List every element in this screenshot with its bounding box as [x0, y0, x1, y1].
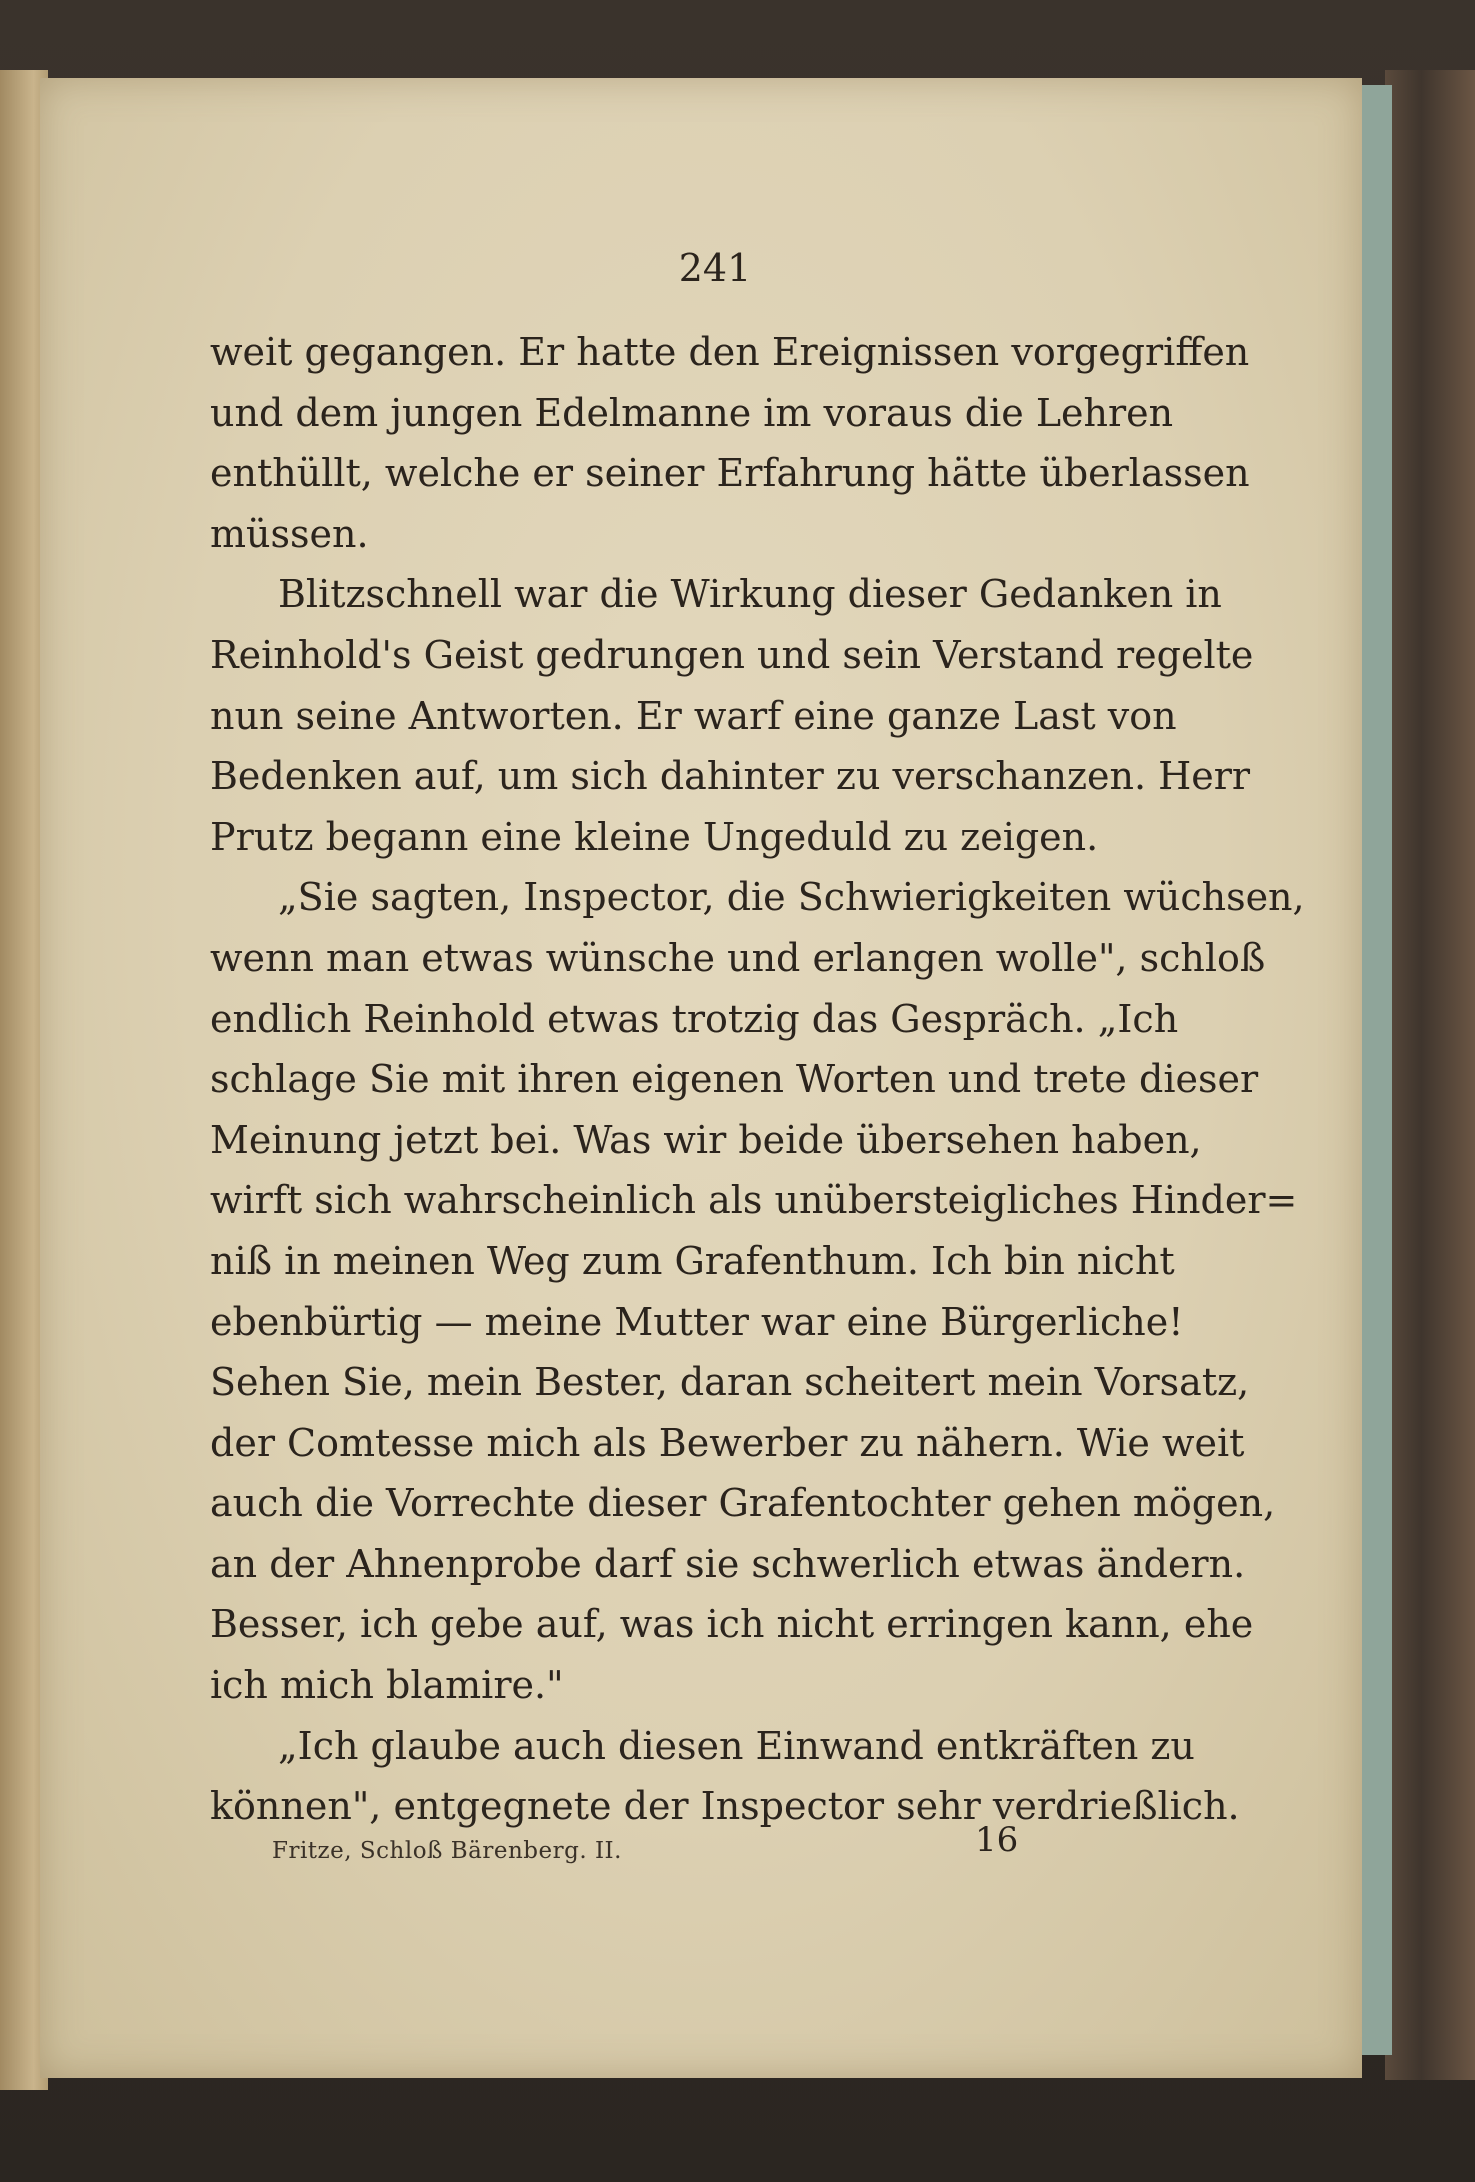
text-line: wirft sich wahrscheinlich als unübersteigliches Hinder= — [210, 1178, 1298, 1223]
text-line: ebenbürtig — meine Mutter war eine Bürgerliche! — [210, 1299, 1184, 1344]
text-line: nun seine Antworten. Er warf eine ganze Last von — [210, 693, 1177, 738]
body-text — [210, 322, 1305, 1837]
sheet-number: 16 — [975, 1820, 1019, 1860]
text-line: „Sie sagten, Inspector, die Schwierigkeiten wüchsen, — [278, 875, 1305, 920]
text-line: Reinhold's Geist gedrungen und sein Verstand regelte — [210, 632, 1254, 677]
text-line: wenn man etwas wünsche und erlangen wolle", schloß — [210, 935, 1266, 980]
page-stack-edge — [1362, 85, 1392, 2055]
book-cover-edge — [1385, 70, 1475, 2080]
text-line: auch die Vorrechte dieser Grafentochter gehen mögen, — [210, 1481, 1276, 1526]
text-line: enthüllt, welche er seiner Erfahrung hätte überlassen — [210, 451, 1250, 496]
text-line: Sehen Sie, mein Bester, daran scheitert mein Vorsatz, — [210, 1360, 1250, 1405]
text-line: Blitzschnell war die Wirkung dieser Gedanken in — [278, 572, 1222, 617]
text-line: Bedenken auf, um sich dahinter zu verschanzen. Herr — [210, 754, 1251, 799]
text-line: niß in meinen Weg zum Grafenthum. Ich bin nicht — [210, 1238, 1175, 1283]
text-line: der Comtesse mich als Bewerber zu nähern. Wie weit — [210, 1420, 1245, 1465]
text-line: Meinung jetzt bei. Was wir beide übersehen haben, — [210, 1117, 1202, 1162]
text-line: endlich Reinhold etwas trotzig das Gespräch. „Ich — [210, 996, 1179, 1041]
text-line: und dem jungen Edelmanne im voraus die Lehren — [210, 390, 1174, 435]
text-line: „Ich glaube auch diesen Einwand entkräften zu — [278, 1723, 1195, 1768]
text-line: Besser, ich gebe auf, was ich nicht erringen kann, ehe — [210, 1602, 1254, 1647]
text-line: an der Ahnenprobe darf sie schwerlich etwas ändern. — [210, 1541, 1246, 1586]
text-line: ich mich blamire." — [210, 1663, 564, 1708]
text-line: können", entgegnete der Inspector sehr verdrießlich. — [210, 1784, 1240, 1829]
text-line: müssen. — [210, 511, 369, 556]
text-line: Prutz begann eine kleine Ungeduld zu zeigen. — [210, 814, 1099, 859]
printer-signature: Fritze, Schloß Bärenberg. II. — [272, 1838, 622, 1864]
text-line: weit gegangen. Er hatte den Ereignissen vorgegriffen — [210, 330, 1250, 374]
page-number: 241 — [678, 246, 752, 290]
text-line: schlage Sie mit ihren eigenen Worten und trete dieser — [210, 1057, 1259, 1102]
